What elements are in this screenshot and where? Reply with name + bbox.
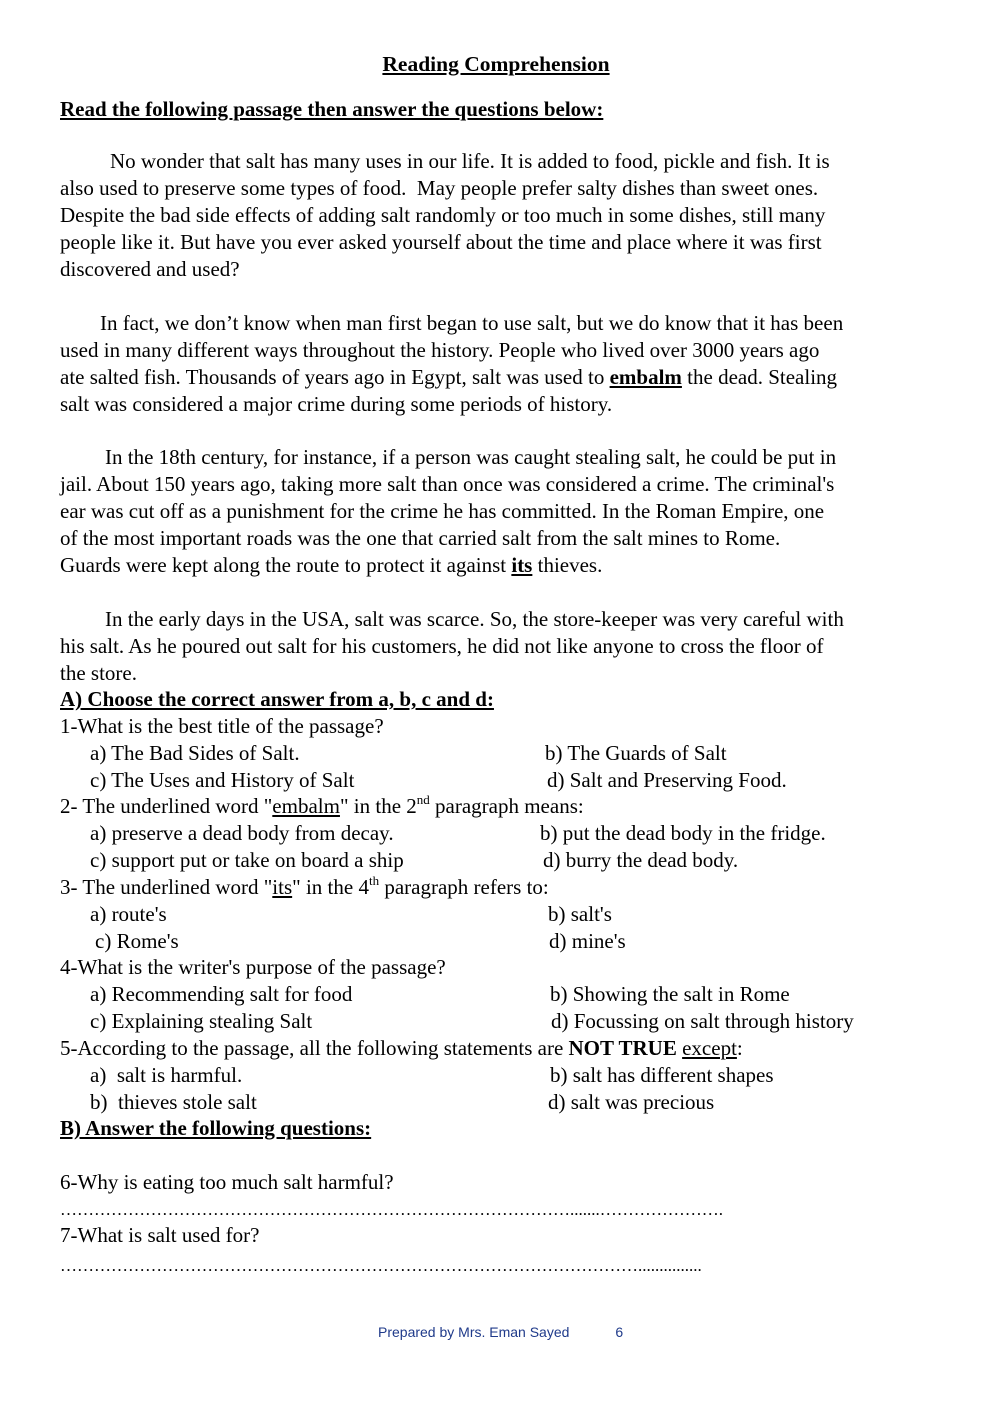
option-c: c) The Uses and History of Salt xyxy=(90,768,355,792)
option-d: d) salt was precious xyxy=(548,1090,715,1114)
option-c: c) support put or take on board a ship xyxy=(90,848,404,872)
passage-line: the store. xyxy=(60,661,137,685)
instruction-heading: Read the following passage then answer the questions below: xyxy=(60,97,604,121)
passage-line: In the 18th century, for instance, if a person was caught stealing salt, he could be put in xyxy=(105,445,837,469)
option-b: b) salt has different shapes xyxy=(550,1063,774,1087)
passage-line: of the most important roads was the one that carried salt from the salt mines to Rome. xyxy=(60,526,781,550)
option-b: b) salt's xyxy=(548,902,612,926)
page-footer xyxy=(378,1324,623,1340)
question-stem: 6-Why is eating too much salt harmful? xyxy=(60,1170,394,1194)
question-stem: 7-What is salt used for? xyxy=(60,1223,260,1247)
passage-line: discovered and used? xyxy=(60,257,240,281)
passage-line: ate salted fish. Thousands of years ago in Egypt, salt was used to embalm the dead. Stealing xyxy=(60,365,838,389)
option-b: b) put the dead body in the fridge. xyxy=(540,821,826,845)
keyword-embalm: embalm xyxy=(609,365,682,389)
option-b: b) Showing the salt in Rome xyxy=(550,982,790,1006)
page-number: 6 xyxy=(615,1324,624,1340)
section-a-heading: A) Choose the correct answer from a, b, c and d: xyxy=(60,687,494,711)
author-credit: Prepared by Mrs. Eman Sayed xyxy=(378,1324,570,1340)
passage-line: ear was cut off as a punishment for the crime he has committed. In the Roman Empire, one xyxy=(60,499,825,523)
passage-line: jail. About 150 years ago, taking more salt than once was considered a crime. The criminal's xyxy=(60,472,835,496)
page-title: Reading Comprehension xyxy=(382,52,610,76)
passage-line: In fact, we don’t know when man first began to use salt, but we do know that it has been xyxy=(100,311,844,335)
passage-line: No wonder that salt has many uses in our life. It is added to food, pickle and fish. It is xyxy=(110,149,830,173)
passage-line: In the early days in the USA, salt was scarce. So, the store-keeper was very careful with xyxy=(105,607,844,631)
passage-line: his salt. As he poured out salt for his customers, he did not like anyone to cross the floor of xyxy=(60,634,824,658)
section-b-heading: B) Answer the following questions: xyxy=(60,1116,372,1140)
option-d: d) Focussing on salt through history xyxy=(551,1009,854,1033)
question-stem: 1-What is the best title of the passage? xyxy=(60,714,384,738)
passage-line: salt was considered a major crime during some periods of history. xyxy=(60,392,613,416)
keyword-its: its xyxy=(511,553,533,577)
question-stem: 4-What is the writer's purpose of the passage? xyxy=(60,955,446,979)
option-a: a) Recommending salt for food xyxy=(90,982,353,1006)
answer-line[interactable]: …………………………………………………………………………………………............... xyxy=(60,1256,702,1275)
passage-line: also used to preserve some types of food. May people prefer salty dishes than sweet ones. xyxy=(60,176,819,200)
option-a: a) The Bad Sides of Salt. xyxy=(90,741,300,765)
option-a: a) salt is harmful. xyxy=(90,1063,243,1087)
question-stem: 2- The underlined word "embalm" in the 2nd paragraph means: xyxy=(60,792,584,818)
option-c: c) Explaining stealing Salt xyxy=(90,1009,313,1033)
passage-line: used in many different ways throughout the history. People who lived over 3000 years ago xyxy=(60,338,820,362)
option-d: d) burry the dead body. xyxy=(543,848,739,872)
passage-line: Despite the bad side effects of adding salt randomly or too much in some dishes, still many xyxy=(60,203,826,227)
passage-line: people like it. But have you ever asked yourself about the time and place where it was first xyxy=(60,230,822,254)
option-b: b) The Guards of Salt xyxy=(545,741,727,765)
option-a: a) preserve a dead body from decay. xyxy=(90,821,394,845)
option-c: b) thieves stole salt xyxy=(90,1090,257,1114)
passage-line: Guards were kept along the route to protect it against its thieves. xyxy=(60,553,603,577)
option-d: d) Salt and Preserving Food. xyxy=(547,768,787,792)
question-stem: 3- The underlined word "its" in the 4th paragraph refers to: xyxy=(60,873,549,899)
question-stem: 5-According to the passage, all the following statements are NOT TRUE except: xyxy=(60,1036,743,1060)
option-a: a) route's xyxy=(90,902,167,926)
answer-line[interactable]: ……………………………………………………………………………….......…………………. xyxy=(60,1200,723,1219)
option-d: d) mine's xyxy=(549,929,626,953)
option-c: c) Rome's xyxy=(95,929,179,953)
